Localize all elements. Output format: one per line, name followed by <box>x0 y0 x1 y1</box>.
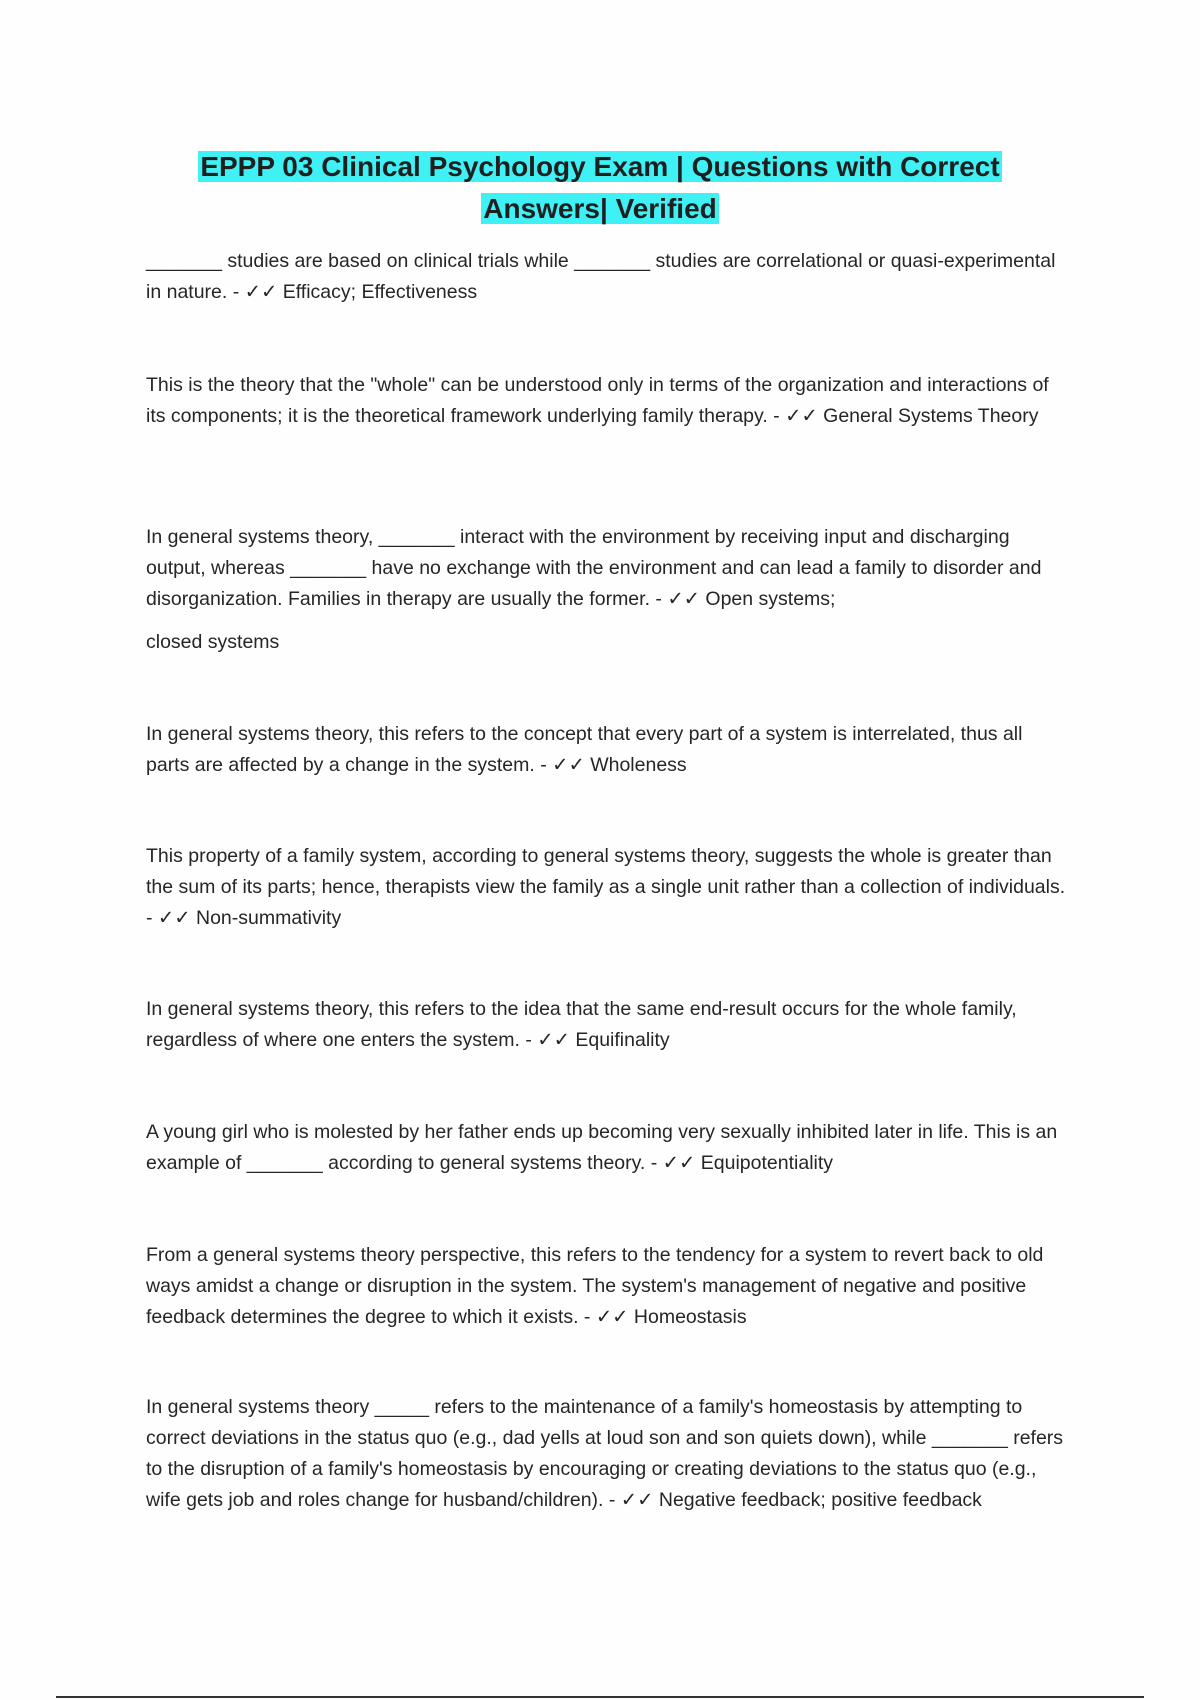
qa-item-5 <box>146 841 1066 934</box>
qa-item-1 <box>146 246 1066 308</box>
title-line-1: EPPP 03 Clinical Psychology Exam | Questions with Correct <box>200 151 1000 182</box>
qa-item-3 <box>146 522 1066 658</box>
page-bottom-rule <box>56 1696 1144 1698</box>
qa-text: From a general systems theory perspective, this refers to the tendency for a system to revert back to old ways amidst a change or disruption in the system. The system's management of negative and positive feedback determines the degree to which it exists. - ✓✓ Homeostasis <box>146 1244 1044 1328</box>
qa-item-8 <box>146 1240 1066 1333</box>
qa-text: A young girl who is molested by her father ends up becoming very sexually inhibited later in life. This is an example of _______ according to general systems theory. - ✓✓ Equipotentiality <box>146 1121 1058 1174</box>
qa-text-continuation: closed systems <box>146 631 280 653</box>
qa-item-4 <box>146 719 1066 781</box>
qa-item-2 <box>146 370 1066 432</box>
title-line-2: Answers| Verified <box>483 193 717 224</box>
qa-text: _______ studies are based on clinical trials while _______ studies are correlational or quasi-experimental in nature. - ✓✓ Efficacy; Effectiveness <box>146 250 1056 303</box>
qa-text: In general systems theory, this refers to the idea that the same end-result occurs for the whole family, regardless of where one enters the system. - ✓✓ Equifinality <box>146 998 1017 1051</box>
qa-text: In general systems theory, this refers to the concept that every part of a system is interrelated, thus all parts are affected by a change in the system. - ✓✓ Wholeness <box>146 723 1023 776</box>
qa-text: In general systems theory _____ refers to the maintenance of a family's homeostasis by attempting to correct deviations in the status quo (e.g., dad yells at loud son and son quiets down), while _______ refers to the disruption of a family's homeostasis by encouraging or creating deviations to the status quo (e.g., wife gets job and roles change for husband/children). - ✓✓ Negative feedback; positive feedback <box>146 1396 1064 1511</box>
qa-item-6 <box>146 994 1066 1056</box>
qa-text: In general systems theory, _______ interact with the environment by receiving input and discharging output, whereas _______ have no exchange with the environment and can lead a family to disorder and disorganization. Families in therapy are usually the former. - ✓✓ Open systems; <box>146 526 1042 610</box>
qa-item-9 <box>146 1392 1066 1516</box>
qa-text: This is the theory that the "whole" can be understood only in terms of the organization and interactions of its components; it is the theoretical framework underlying family therapy. - ✓✓ General Systems Theory <box>146 374 1049 427</box>
document-title <box>140 146 1060 230</box>
qa-text: This property of a family system, according to general systems theory, suggests the whole is greater than the sum of its parts; hence, therapists view the family as a single unit rather than a collection of individuals. - ✓✓ Non-summativity <box>146 845 1066 929</box>
qa-item-7 <box>146 1117 1066 1179</box>
